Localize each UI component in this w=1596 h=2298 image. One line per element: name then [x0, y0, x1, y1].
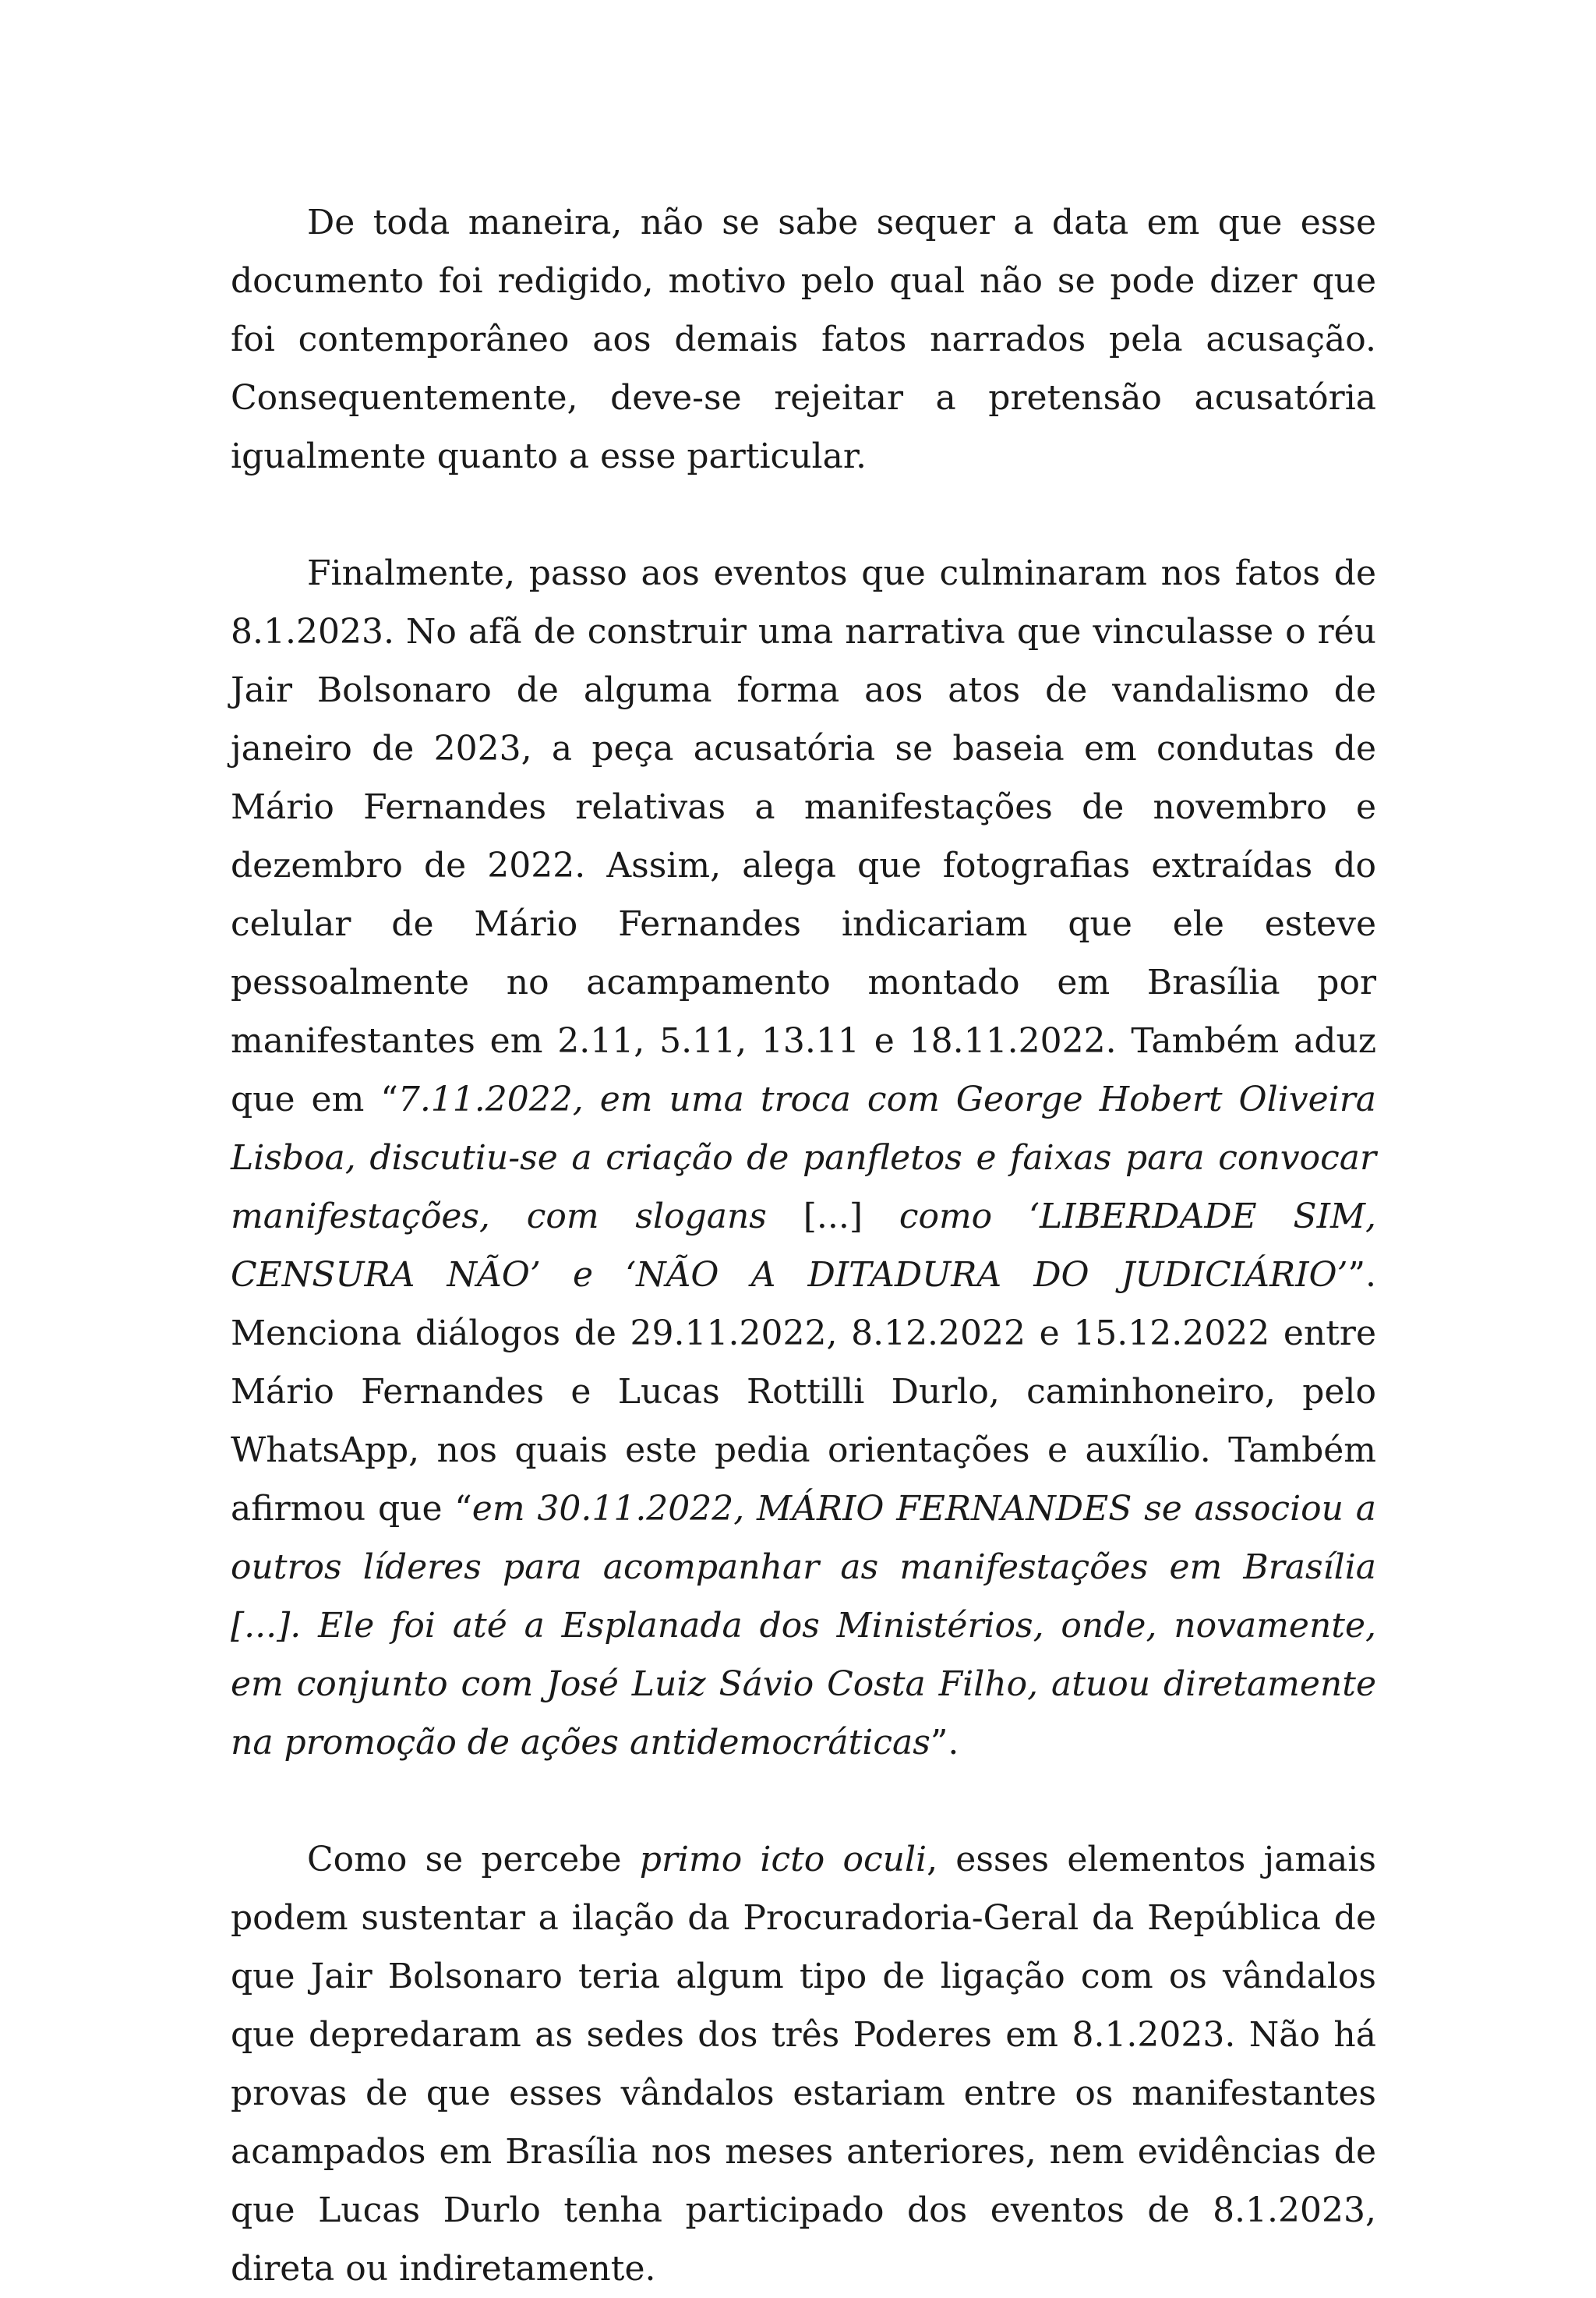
paragraph-text: De toda maneira, não se sabe sequer a data em que esse documento foi redigido, motivo pelo qual não se pode dizer que foi contemporâneo aos demais fatos narrados pela acusação. Consequentemente, deve-se rejeitar a pretensão acusatória igualmente quanto a esse particular. [231, 203, 1376, 476]
quoted-slogans-text: como ‘LIBERDADE SIM, CENSURA NÃO’ e ‘NÃO A DITADURA DO JUDICIÁRIO’ [231, 1197, 1376, 1295]
paragraph-text: ”. Menciona diálogos de 29.11.2022, 8.12.2022 e 15.12.2022 entre Mário Fernandes e Lucas Rottilli Durlo, caminhoneiro, pelo WhatsApp, nos quais este pedia orientações e auxílio. Também afirmou que “ [231, 1255, 1376, 1529]
closing-quote-text: ”. [930, 1723, 959, 1762]
paragraph-text: Como se percebe [307, 1840, 640, 1879]
paragraph-events-8-1-2023 [231, 544, 1376, 1772]
latin-expression: primo icto oculi [639, 1840, 927, 1879]
document-page [231, 193, 1376, 2298]
ellipsis-text: [...] [766, 1197, 899, 1236]
quoted-accusation-text: 7.11.2022, em uma troca com George Hobert Oliveira Lisboa, discutiu-se a criação de panfletos e faixas para convocar manifestações, com slogans [231, 1080, 1376, 1236]
paragraph-text: Finalmente, passo aos eventos que culminaram nos fatos de 8.1.2023. No afã de construir uma narrativa que vinculasse o réu Jair Bolsonaro de alguma forma aos atos de vandalismo de janeiro de 2023, a peça acusatória se baseia em condutas de Mário Fernandes relativas a manifestações de novembro e dezembro de 2022. Assim, alega que fotografias extraídas do celular de Mário Fernandes indicariam que ele esteve pessoalmente no acampamento montado em Brasília por manifestantes em 2.11, 5.11, 13.11 e 18.11.2022. Também aduz que em “ [231, 553, 1376, 1119]
quoted-accusation-text: em 30.11.2022, MÁRIO FERNANDES se associou a outros líderes para acompanhar as manifestações em Brasília [...]. Ele foi até a Esplanada dos Ministérios, onde, novamente, em conjunto com José Luiz Sávio Costa Filho, atuou diretamente na promoção de ações antidemocráticas [231, 1489, 1376, 1762]
paragraph-text: , esses elementos jamais podem sustentar a ilação da Procuradoria-Geral da República de que Jair Bolsonaro teria algum tipo de ligação com os vândalos que depredaram as sedes dos três Poderes em 8.1.2023. Não há provas de que esses vândalos estariam entre os manifestantes acampados em Brasília nos meses anteriores, nem evidências de que Lucas Durlo tenha participado dos eventos de 8.1.2023, direta ou indiretamente. [231, 1840, 1376, 2289]
paragraph-conclusion [231, 1830, 1376, 2298]
paragraph-undated-document [231, 193, 1376, 486]
